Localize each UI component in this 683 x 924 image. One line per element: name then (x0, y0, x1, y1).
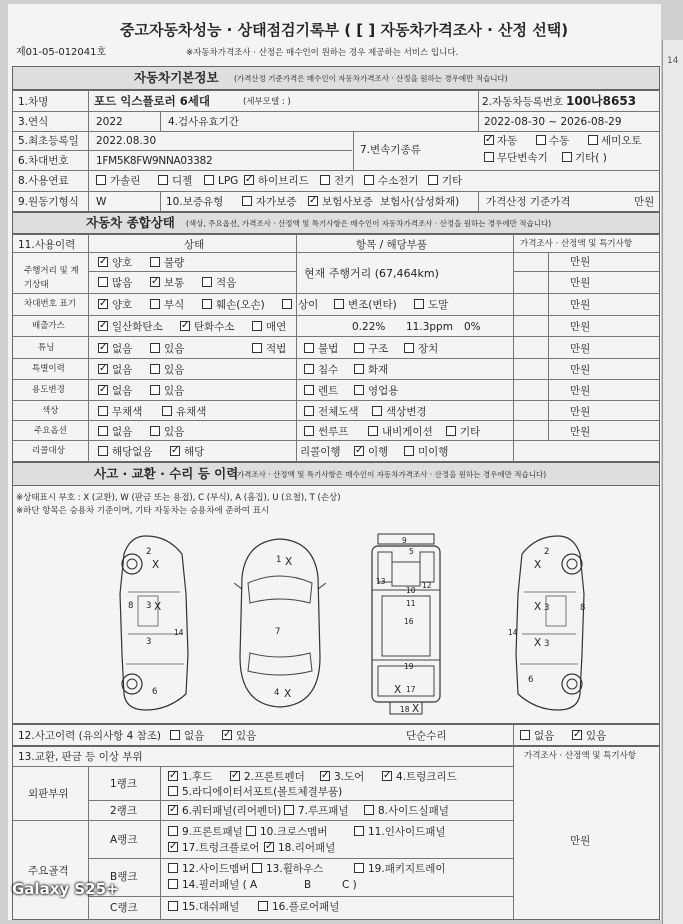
usage-business-checkbox[interactable] (354, 385, 364, 395)
part-inside-panel-label: 11.인사이드패널 (368, 826, 446, 838)
usage-rent-label: 렌트 (318, 385, 339, 397)
part-quarter-panel-label: 6.쿼터패널(리어펜더) (182, 805, 282, 817)
mileage-price-unit-1: 만원 (570, 256, 591, 268)
accident-note: (가격조사 · 산정액 및 특기사항은 매수인이 자동차가격조사 · 산정을 원하는 경우에만 적습니다) (234, 470, 547, 479)
base-price-label: 가격산정 기준가격 (486, 196, 571, 208)
vin-differ-label: 상이 (298, 299, 319, 311)
trans-semi-label: 세미오토 (601, 135, 642, 147)
mileage-normal-checkbox[interactable] (150, 277, 160, 287)
row-usage-label: 용도변경 (32, 385, 65, 395)
part-cross-member-checkbox[interactable] (246, 826, 256, 836)
recall-applies-checkbox[interactable] (170, 446, 180, 456)
fuel-hybrid-checkbox[interactable] (244, 175, 254, 185)
options-none-label: 없음 (112, 426, 133, 438)
usage-yes-checkbox[interactable] (150, 385, 160, 395)
left-mark-x1: X (152, 559, 160, 571)
trans-manual-checkbox[interactable] (536, 135, 546, 145)
row-special-label: 특별이력 (32, 364, 65, 374)
simple-repair-label: 단순수리 (406, 730, 447, 742)
vin-rust-label: 부식 (164, 299, 185, 311)
part-roof-panel-checkbox[interactable] (284, 805, 294, 815)
tuning-structure-label: 구조 (368, 343, 389, 355)
legend-symbols: ※상태표시 부호 : X (교환), W (판금 또는 용접), C (부식), A (흠집), U (요철), T (손상) (16, 493, 341, 503)
part-door-checkbox[interactable] (320, 771, 330, 781)
right-mark-x2: X (534, 601, 542, 613)
tuning-none-label: 없음 (112, 343, 133, 355)
inspection-form (8, 4, 661, 920)
color-chromatic-label: 유채색 (176, 406, 207, 418)
top-mark-4: 4 (274, 688, 280, 698)
options-yes-checkbox[interactable] (150, 426, 160, 436)
usage-price-unit: 만원 (570, 385, 591, 397)
doc-number: 제01-05-012041호 (16, 47, 107, 58)
part-side-sill-label: 8.사이드실패널 (378, 805, 449, 817)
emission-co-value: 0.22% (352, 321, 386, 333)
options-none-checkbox[interactable] (98, 426, 108, 436)
color-change-label: 색상변경 (386, 406, 427, 418)
trans-auto-checkbox[interactable] (484, 135, 494, 145)
emission-smoke-checkbox[interactable] (252, 321, 262, 331)
left-mark-x2: X (154, 601, 162, 613)
options-price-unit: 만원 (570, 426, 591, 438)
top-mark-1: 1 (276, 555, 282, 565)
part-wheel-house-checkbox[interactable] (252, 863, 262, 873)
part-front-fender-label: 2.프론트펜더 (244, 771, 305, 783)
basic-info-table (12, 90, 660, 212)
fuel-hybrid-label: 하이브리드 (258, 175, 309, 187)
car-right-side-view (496, 534, 596, 714)
year-label: 3.연식 (18, 116, 49, 128)
mileage-good-label: 양호 (112, 257, 133, 269)
outer-panel-label: 외판부위 (28, 788, 69, 800)
right-mark-3b: 3 (544, 639, 550, 649)
frame-mark-16: 16 (404, 617, 414, 626)
vin-damage-checkbox[interactable] (202, 299, 212, 309)
vin-painted-checkbox[interactable] (414, 299, 424, 309)
special-flood-checkbox[interactable] (304, 364, 314, 374)
part-front-fender-checkbox[interactable] (230, 771, 240, 781)
fuel-gasoline-checkbox[interactable] (96, 175, 106, 185)
trans-manual-label: 수동 (549, 135, 570, 147)
options-yes-label: 있음 (164, 426, 185, 438)
tuning-structure-checkbox[interactable] (354, 343, 364, 353)
warranty-label: 10.보증유형 (166, 196, 224, 208)
row-options-label: 주요옵션 (34, 426, 67, 436)
fuel-electric-checkbox[interactable] (320, 175, 330, 185)
basic-info-note: (가격산정 기준가격은 매수인이 자동차가격조사 · 산정을 원하는 경우에만 적습니다) (234, 74, 508, 83)
part-pillar-panel-checkbox[interactable] (168, 879, 178, 889)
part-door-label: 3.도어 (334, 771, 365, 783)
emission-hc-checkbox[interactable] (180, 321, 190, 331)
part-trunk-lid-label: 4.트렁크리드 (396, 771, 457, 783)
row-color-label: 색상 (42, 406, 59, 416)
part-front-panel-label: 9.프론트패널 (182, 826, 243, 838)
frame-mark-9: 9 (402, 536, 407, 545)
row-emission-label: 배출가스 (32, 321, 65, 331)
tuning-yes-label: 있음 (164, 343, 185, 355)
accident-history-label: 12.사고이력 (유의사항 4 참조) (18, 730, 162, 742)
vin-price-unit: 만원 (570, 299, 591, 311)
parts-price-unit: 만원 (570, 835, 591, 847)
car-name-label: 1.차명 (18, 96, 49, 108)
pillar-c-label: C ) (342, 879, 357, 891)
mileage-low-checkbox[interactable] (202, 277, 212, 287)
color-change-checkbox[interactable] (372, 406, 382, 416)
right-mark-6: 6 (528, 675, 534, 685)
part-trunk-floor-checkbox[interactable] (168, 842, 178, 852)
color-full-paint-checkbox[interactable] (304, 406, 314, 416)
recall-applies-label: 해당 (184, 446, 205, 458)
accident-title: 사고 · 교환 · 수리 등 이력 (94, 466, 239, 481)
row-recall-label: 리콜대상 (32, 446, 65, 456)
accident-none-checkbox[interactable] (170, 730, 180, 740)
warranty-insurance-label: 보험사보증 (322, 196, 373, 208)
trans-other-checkbox[interactable] (562, 152, 572, 162)
next-page-edge (662, 40, 683, 924)
right-mark-8: 8 (580, 603, 586, 613)
mileage-high-checkbox[interactable] (98, 277, 108, 287)
part-wheel-house-label: 13.휠하우스 (266, 863, 324, 875)
tuning-price-unit: 만원 (570, 343, 591, 355)
top-mark-x2: X (284, 688, 292, 700)
base-price-unit: 만원 (634, 196, 655, 208)
col-price: 가격조사 · 산정액 및 특기사항 (520, 239, 633, 249)
tuning-none-checkbox[interactable] (98, 343, 108, 353)
right-mark-3a: 3 (544, 603, 550, 613)
part-hood-checkbox[interactable] (168, 771, 178, 781)
recall-done-opt-label: 이행 (368, 446, 389, 458)
fuel-lpg-checkbox[interactable] (204, 175, 214, 185)
fuel-diesel-checkbox[interactable] (158, 175, 168, 185)
col-state: 상태 (184, 239, 205, 251)
part-hood-label: 1.후드 (182, 771, 213, 783)
repair-yes-checkbox[interactable] (572, 730, 582, 740)
emission-smoke-label: 매연 (266, 321, 287, 333)
top-mark-7: 7 (275, 627, 281, 637)
color-full-paint-label: 전체도색 (318, 406, 359, 418)
options-nav-checkbox[interactable] (368, 426, 378, 436)
part-side-sill-checkbox[interactable] (364, 805, 374, 815)
part-cross-member-label: 10.크로스멤버 (260, 826, 328, 838)
options-sunroof-label: 썬루프 (318, 426, 349, 438)
mileage-high-label: 많음 (112, 277, 133, 289)
rank2-label: 2랭크 (110, 805, 137, 817)
frame-mark-13: 13 (376, 577, 386, 586)
options-sunroof-checkbox[interactable] (304, 426, 314, 436)
vin-differ-checkbox[interactable] (282, 299, 292, 309)
year-value: 2022 (96, 116, 123, 128)
accident-yes-label: 있음 (236, 730, 257, 742)
vin-rust-checkbox[interactable] (150, 299, 160, 309)
left-mark-3b: 3 (146, 637, 152, 647)
usage-rent-checkbox[interactable] (304, 385, 314, 395)
left-mark-2: 2 (146, 547, 152, 557)
recall-done-checkbox[interactable] (354, 446, 364, 456)
special-yes-checkbox[interactable] (150, 364, 160, 374)
rankC-label: C랭크 (110, 902, 138, 914)
part-package-tray-checkbox[interactable] (354, 863, 364, 873)
vin-painted-label: 도말 (428, 299, 449, 311)
pillar-b-label: B (304, 879, 312, 891)
repair-none-checkbox[interactable] (520, 730, 530, 740)
special-none-label: 없음 (112, 364, 133, 376)
rankB-label: B랭크 (110, 871, 138, 883)
frame-mark-x18: X (412, 703, 420, 715)
rankA-label: A랭크 (110, 834, 138, 846)
part-floor-panel-label: 16.플로어패널 (272, 901, 340, 913)
engine-label: 9.원동기형식 (18, 196, 79, 208)
frame-mark-17: 17 (406, 685, 416, 694)
fuel-other-label: 기타 (442, 175, 463, 187)
accident-yes-checkbox[interactable] (222, 730, 232, 740)
row-mileage-label: 주행거리 및 계기상태 (24, 266, 79, 290)
part-radiator-support-label: 5.라디에이터서포트(볼트체결부품) (182, 786, 343, 798)
mileage-price-unit-2: 만원 (570, 277, 591, 289)
warranty-company: 보험사(삼성화재) (380, 196, 460, 208)
trans-cvt-label: 무단변속기 (497, 152, 548, 164)
mileage-low-label: 적음 (216, 277, 237, 289)
emission-hc-value: 11.3ppm (406, 321, 453, 333)
row-tuning-label: 튜닝 (38, 343, 55, 353)
part-trunk-floor-label: 17.트렁크플로어 (182, 842, 260, 854)
fuel-hydrogen-checkbox[interactable] (364, 175, 374, 185)
first-reg-label: 5.최초등록일 (18, 135, 79, 147)
col-item: 항목 / 해당부품 (356, 239, 428, 251)
tuning-illegal-label: 불법 (318, 343, 339, 355)
warranty-self-checkbox[interactable] (242, 196, 252, 206)
vin-value: 1FM5K8FW9NNA03382 (96, 155, 213, 167)
emission-co-label: 일산화탄소 (112, 321, 163, 333)
emission-hc-label: 탄화수소 (194, 321, 235, 333)
replace-label: 13.교환, 판금 등 이상 부위 (18, 751, 143, 763)
left-mark-6: 6 (152, 687, 158, 697)
tuning-illegal-checkbox[interactable] (304, 343, 314, 353)
mileage-normal-label: 보통 (164, 277, 185, 289)
camera-watermark: Galaxy S25+ (12, 880, 119, 898)
fuel-hydrogen-label: 수소전기 (378, 175, 419, 187)
mileage-bad-checkbox[interactable] (150, 257, 160, 267)
color-chromatic-checkbox[interactable] (162, 406, 172, 416)
special-flood-label: 침수 (318, 364, 339, 376)
special-none-checkbox[interactable] (98, 364, 108, 374)
tuning-yes-checkbox[interactable] (150, 343, 160, 353)
top-mark-x1: X (285, 556, 293, 568)
vin-altered-checkbox[interactable] (334, 299, 344, 309)
special-fire-checkbox[interactable] (354, 364, 364, 374)
left-mark-14: 14 (174, 628, 184, 637)
tuning-device-checkbox[interactable] (404, 343, 414, 353)
transmission-label: 7.변속기종류 (360, 144, 421, 156)
part-roof-panel-label: 7.루프패널 (298, 805, 349, 817)
usage-none-label: 없음 (112, 385, 133, 397)
recall-na-label: 해당없음 (112, 446, 153, 458)
tuning-legal-checkbox[interactable] (252, 343, 262, 353)
part-trunk-lid-checkbox[interactable] (382, 771, 392, 781)
fuel-diesel-label: 디젤 (172, 175, 193, 187)
repair-yes-label: 있음 (586, 730, 607, 742)
vin-altered-label: 변조(변타) (348, 299, 397, 311)
frame-mark-12: 12 (422, 581, 432, 590)
fuel-label: 8.사용연료 (18, 175, 69, 187)
mileage-bad-label: 불량 (164, 257, 185, 269)
recall-notdone-label: 미이행 (418, 446, 449, 458)
reg-number-label: 2.자동차등록번호 (482, 96, 564, 108)
part-quarter-panel-checkbox[interactable] (168, 805, 178, 815)
mileage-detail: 현재 주행거리 (67,464km) (304, 267, 439, 280)
part-package-tray-label: 19.패키지트레이 (368, 863, 446, 875)
tuning-device-label: 장치 (418, 343, 439, 355)
basic-info-title: 자동차기본정보 (134, 70, 219, 85)
summary-note: (색상, 주요옵션, 가격조사 · 산정액 및 특기사항은 매수인이 자동차가격조사 · 산정을 원하는 경우에만 적습니다) (186, 219, 552, 228)
right-mark-x3: X (534, 637, 542, 649)
edge-tab-label: 14 (667, 56, 679, 66)
warranty-insurance-checkbox[interactable] (308, 196, 318, 206)
part-floor-panel-checkbox[interactable] (258, 901, 268, 911)
vin-good-label: 양호 (112, 299, 133, 311)
trans-semi-checkbox[interactable] (588, 135, 598, 145)
color-achromatic-checkbox[interactable] (98, 406, 108, 416)
part-side-member-checkbox[interactable] (168, 863, 178, 873)
left-mark-8: 8 (128, 601, 134, 611)
trans-cvt-checkbox[interactable] (484, 152, 494, 162)
car-name-value: 포드 익스플로러 6세대 (94, 94, 210, 108)
color-achromatic-label: 무채색 (112, 406, 143, 418)
part-pillar-panel-label: 14.필러패널 ( A (182, 879, 258, 891)
frame-mark-19: 19 (404, 662, 414, 671)
usage-yes-label: 있음 (164, 385, 185, 397)
emission-smoke-value: 0% (464, 321, 481, 333)
color-price-unit: 만원 (570, 406, 591, 418)
form-title: 중고자동차성능 · 상태점검기록부 ( [ ] 자동차가격조사 · 산정 선택) (120, 21, 569, 39)
recall-notdone-checkbox[interactable] (404, 446, 414, 456)
rank1-label: 1랭크 (110, 778, 137, 790)
part-dash-panel-checkbox[interactable] (168, 901, 178, 911)
right-mark-2: 2 (544, 547, 550, 557)
tuning-legal-label: 적법 (266, 343, 287, 355)
options-nav-label: 내비게이션 (382, 426, 433, 438)
fuel-lpg-label: LPG (218, 175, 239, 187)
parts-price-col: 가격조사 · 산정액 및 특기사항 (524, 751, 637, 761)
part-inside-panel-checkbox[interactable] (354, 826, 364, 836)
special-price-unit: 만원 (570, 364, 591, 376)
legend-note: ※하단 항목은 승용차 기준이며, 기타 자동차는 승용차에 준하여 표시 (16, 506, 270, 516)
trans-auto-label: 자동 (497, 135, 518, 147)
fuel-other-checkbox[interactable] (428, 175, 438, 185)
vin-good-checkbox[interactable] (98, 299, 108, 309)
car-name-sub: (세부모델 : ) (243, 97, 291, 107)
part-dash-panel-label: 15.대쉬패널 (182, 901, 240, 913)
trans-other-label: 기타( ) (575, 152, 607, 164)
frame-mark-x17: X (394, 684, 402, 696)
inspect-period-label: 4.검사유효기간 (168, 116, 239, 128)
vin-label: 6.차대번호 (18, 155, 69, 167)
frame-mark-18: 18 (400, 705, 410, 714)
fuel-electric-label: 전기 (334, 175, 355, 187)
recall-done-label: 리콜이행 (300, 446, 341, 458)
vin-damage-label: 훼손(오손) (216, 299, 265, 311)
first-reg-value: 2022.08.30 (96, 135, 157, 147)
usage-none-checkbox[interactable] (98, 385, 108, 395)
main-frame-label: 주요골격 (28, 865, 69, 877)
frame-mark-5: 5 (409, 547, 414, 556)
row-vin-label: 차대번호 표기 (24, 299, 76, 309)
usage-business-label: 영업용 (368, 385, 399, 397)
warranty-self-label: 자가보증 (256, 196, 297, 208)
recall-na-checkbox[interactable] (98, 446, 108, 456)
col-history: 11.사용이력 (18, 239, 76, 251)
special-fire-label: 화재 (368, 364, 389, 376)
frame-mark-11: 11 (406, 599, 416, 608)
fuel-gasoline-label: 가솔린 (110, 175, 141, 187)
right-mark-x1: X (534, 559, 542, 571)
left-mark-3a: 3 (146, 601, 152, 611)
accident-none-label: 없음 (184, 730, 205, 742)
part-rear-panel-label: 18.리어패널 (278, 842, 336, 854)
part-radiator-support-checkbox[interactable] (168, 786, 178, 796)
right-mark-14: 14 (508, 628, 518, 637)
options-other-label: 기타 (460, 426, 481, 438)
options-other-checkbox[interactable] (446, 426, 456, 436)
service-note: ※자동차가격조사 · 산정은 매수인이 원하는 경우 제공하는 서비스 입니다. (186, 48, 459, 58)
repair-none-label: 없음 (534, 730, 555, 742)
part-front-panel-checkbox[interactable] (168, 826, 178, 836)
part-rear-panel-checkbox[interactable] (264, 842, 274, 852)
reg-number-value: 100나8653 (566, 94, 637, 108)
engine-value: W (96, 196, 107, 208)
inspect-period-value: 2022-08-30 ~ 2026-08-29 (484, 116, 622, 128)
mileage-good-checkbox[interactable] (98, 257, 108, 267)
part-side-member-label: 12.사이드멤버 (182, 863, 250, 875)
frame-mark-10: 10 (406, 586, 416, 595)
summary-title: 자동차 종합상태 (86, 215, 175, 230)
emission-price-unit: 만원 (570, 321, 591, 333)
special-yes-label: 있음 (164, 364, 185, 376)
emission-co-checkbox[interactable] (98, 321, 108, 331)
